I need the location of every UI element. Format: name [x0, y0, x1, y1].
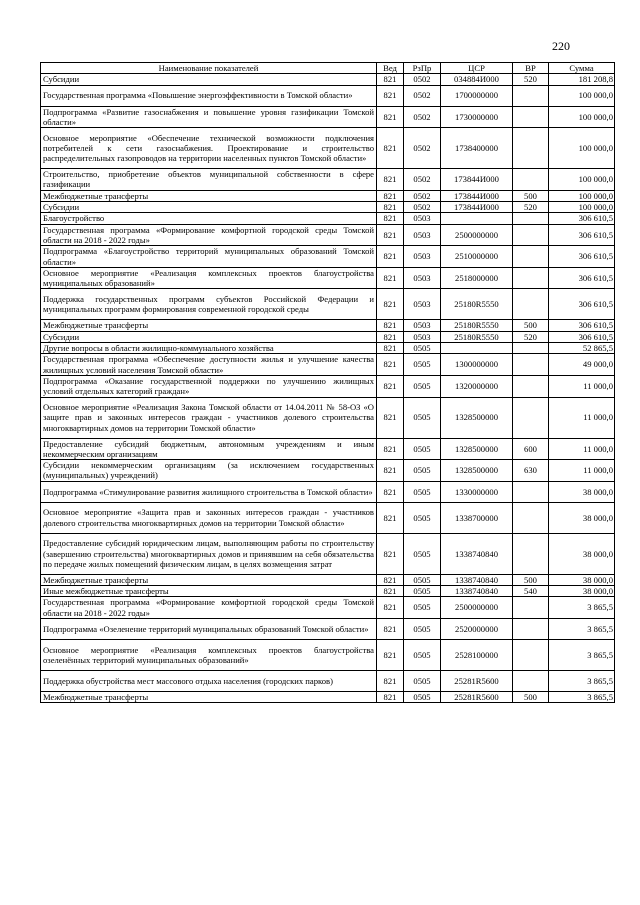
- row-ved: 821: [377, 670, 404, 691]
- row-sum: 100 000,0: [549, 169, 615, 191]
- row-ved: 821: [377, 320, 404, 331]
- row-vr: [513, 106, 549, 128]
- row-rzpr: 0503: [404, 246, 441, 268]
- table-row: [41, 670, 615, 691]
- row-sum: 306 610,5: [549, 320, 615, 331]
- row-sum: 11 000,0: [549, 397, 615, 438]
- table-row: [41, 533, 615, 574]
- table-row: [41, 224, 615, 246]
- row-vr: [513, 502, 549, 533]
- row-rzpr: 0503: [404, 213, 441, 224]
- row-csr: 25180R5550: [441, 289, 513, 320]
- row-name: Основное мероприятие «Реализация комплексных проектов благоустройства муниципальных образований»: [41, 267, 377, 289]
- row-sum: 38 000,0: [549, 586, 615, 597]
- table-row: [41, 460, 615, 482]
- row-csr: 1320000000: [441, 375, 513, 397]
- row-vr: 500: [513, 574, 549, 585]
- row-sum: 49 000,0: [549, 354, 615, 376]
- row-csr: 25180R5550: [441, 320, 513, 331]
- row-vr: [513, 267, 549, 289]
- row-rzpr: 0502: [404, 85, 441, 106]
- row-sum: 100 000,0: [549, 85, 615, 106]
- row-csr: 1338700000: [441, 502, 513, 533]
- row-rzpr: 0502: [404, 74, 441, 85]
- row-rzpr: 0505: [404, 375, 441, 397]
- table-row: [41, 246, 615, 268]
- table-row: [41, 502, 615, 533]
- row-csr: 25281R5600: [441, 670, 513, 691]
- row-csr: 173844И000: [441, 190, 513, 201]
- row-sum: 181 208,8: [549, 74, 615, 85]
- row-csr: 1700000000: [441, 85, 513, 106]
- row-csr: 1328500000: [441, 397, 513, 438]
- row-ved: 821: [377, 85, 404, 106]
- row-sum: 3 865,5: [549, 670, 615, 691]
- row-ved: 821: [377, 354, 404, 376]
- row-rzpr: 0505: [404, 670, 441, 691]
- row-csr: [441, 213, 513, 224]
- row-rzpr: 0505: [404, 502, 441, 533]
- row-rzpr: 0505: [404, 533, 441, 574]
- row-csr: 173844И000: [441, 169, 513, 191]
- table-row: [41, 438, 615, 460]
- row-rzpr: 0502: [404, 169, 441, 191]
- row-name: Основное мероприятие «Защита прав и законных интересов граждан - участников долевого строительства многоквартирных домов на территории Томской области»: [41, 502, 377, 533]
- table-row: [41, 106, 615, 128]
- table-row: [41, 289, 615, 320]
- row-ved: 821: [377, 502, 404, 533]
- row-sum: 100 000,0: [549, 106, 615, 128]
- row-csr: 1338740840: [441, 533, 513, 574]
- row-ved: 821: [377, 460, 404, 482]
- row-csr: 2510000000: [441, 246, 513, 268]
- table-row: [41, 375, 615, 397]
- row-name: Межбюджетные трансферты: [41, 190, 377, 201]
- row-csr: 2518000000: [441, 267, 513, 289]
- row-name: Государственная программа «Повышение энергоэффективности в Томской области»: [41, 85, 377, 106]
- row-ved: 821: [377, 202, 404, 213]
- row-rzpr: 0503: [404, 289, 441, 320]
- header-sum: Сумма: [549, 63, 615, 74]
- row-rzpr: 0502: [404, 190, 441, 201]
- table-row: [41, 128, 615, 169]
- table-row: [41, 74, 615, 85]
- row-csr: 25281R5600: [441, 691, 513, 702]
- row-ved: 821: [377, 438, 404, 460]
- row-vr: 520: [513, 74, 549, 85]
- row-name: Межбюджетные трансферты: [41, 320, 377, 331]
- row-name: Государственная программа «Формирование комфортной городской среды Томской области на 2018 - 2022 годы»: [41, 224, 377, 246]
- row-ved: 821: [377, 618, 404, 639]
- row-vr: 520: [513, 202, 549, 213]
- table-row: [41, 320, 615, 331]
- row-name: Субсидии: [41, 74, 377, 85]
- row-rzpr: 0505: [404, 481, 441, 502]
- row-sum: 38 000,0: [549, 481, 615, 502]
- row-name: Подпрограмма «Развитие газоснабжения и повышение уровня газификации Томской области»: [41, 106, 377, 128]
- row-ved: 821: [377, 331, 404, 342]
- page-number: 220: [552, 39, 570, 53]
- row-csr: 173844И000: [441, 202, 513, 213]
- row-vr: [513, 289, 549, 320]
- table-row: [41, 574, 615, 585]
- row-vr: [513, 618, 549, 639]
- row-ved: 821: [377, 106, 404, 128]
- row-csr: 2520000000: [441, 618, 513, 639]
- row-ved: 821: [377, 190, 404, 201]
- row-csr: 034884И000: [441, 74, 513, 85]
- table-row: [41, 85, 615, 106]
- row-sum: 306 610,5: [549, 267, 615, 289]
- row-ved: 821: [377, 691, 404, 702]
- table-row: [41, 267, 615, 289]
- header-name: Наименование показателей: [41, 63, 377, 74]
- row-vr: [513, 481, 549, 502]
- row-name: Межбюджетные трансферты: [41, 691, 377, 702]
- row-csr: 1330000000: [441, 481, 513, 502]
- row-name: Иные межбюджетные трансферты: [41, 586, 377, 597]
- row-rzpr: 0503: [404, 267, 441, 289]
- row-sum: 100 000,0: [549, 128, 615, 169]
- row-name: Подпрограмма «Озеленение территорий муниципальных образований Томской области»: [41, 618, 377, 639]
- row-csr: 2500000000: [441, 597, 513, 619]
- row-sum: 306 610,5: [549, 289, 615, 320]
- row-ved: 821: [377, 586, 404, 597]
- table-row: [41, 343, 615, 354]
- row-vr: [513, 639, 549, 670]
- row-vr: [513, 397, 549, 438]
- row-csr: 25180R5550: [441, 331, 513, 342]
- row-vr: [513, 375, 549, 397]
- row-name: Другие вопросы в области жилищно-коммунального хозяйства: [41, 343, 377, 354]
- row-vr: [513, 246, 549, 268]
- row-vr: [513, 224, 549, 246]
- row-rzpr: 0505: [404, 460, 441, 482]
- row-ved: 821: [377, 246, 404, 268]
- row-ved: 821: [377, 639, 404, 670]
- row-csr: 1338740840: [441, 586, 513, 597]
- row-sum: 306 610,5: [549, 224, 615, 246]
- row-vr: 630: [513, 460, 549, 482]
- row-csr: 1730000000: [441, 106, 513, 128]
- row-rzpr: 0502: [404, 128, 441, 169]
- row-vr: [513, 169, 549, 191]
- row-csr: 1328500000: [441, 460, 513, 482]
- row-sum: 100 000,0: [549, 202, 615, 213]
- row-ved: 821: [377, 289, 404, 320]
- header-row: [41, 63, 615, 74]
- row-csr: [441, 343, 513, 354]
- row-ved: 821: [377, 597, 404, 619]
- table-row: [41, 202, 615, 213]
- table-row: [41, 586, 615, 597]
- row-name: Основное мероприятие «Реализация Закона Томской области от 14.04.2011 № 58-ОЗ «О защите прав и законных интересов граждан - участников долевого строительства многоквартирных домов на территории Томской области»: [41, 397, 377, 438]
- row-vr: 500: [513, 691, 549, 702]
- row-sum: 306 610,5: [549, 213, 615, 224]
- header-rzpr: РзПр: [404, 63, 441, 74]
- row-sum: 3 865,5: [549, 597, 615, 619]
- row-csr: 2500000000: [441, 224, 513, 246]
- row-name: Подпрограмма «Благоустройство территорий муниципальных образований Томской области»: [41, 246, 377, 268]
- row-rzpr: 0505: [404, 397, 441, 438]
- row-vr: [513, 533, 549, 574]
- row-csr: 1300000000: [441, 354, 513, 376]
- row-vr: 500: [513, 320, 549, 331]
- row-name: Предоставление субсидий бюджетным, автономным учреждениям и иным некоммерческим организациям: [41, 438, 377, 460]
- row-rzpr: 0505: [404, 597, 441, 619]
- row-name: Поддержка государственных программ субъектов Российской Федерации и муниципальных программ формирования современной городской среды: [41, 289, 377, 320]
- row-name: Субсидии некоммерческим организациям (за исключением государственных (муниципальных) учреждений): [41, 460, 377, 482]
- row-vr: [513, 85, 549, 106]
- row-vr: 540: [513, 586, 549, 597]
- row-rzpr: 0505: [404, 574, 441, 585]
- row-rzpr: 0505: [404, 639, 441, 670]
- row-name: Подпрограмма «Оказание государственной поддержки по улучшению жилищных условий отдельных категорий граждан»: [41, 375, 377, 397]
- row-sum: 38 000,0: [549, 502, 615, 533]
- row-rzpr: 0503: [404, 224, 441, 246]
- row-name: Благоустройство: [41, 213, 377, 224]
- table-row: [41, 213, 615, 224]
- row-name: Основное мероприятие «Реализация комплексных проектов благоустройства озеленённых территорий муниципальных образований»: [41, 639, 377, 670]
- row-csr: 1338740840: [441, 574, 513, 585]
- row-ved: 821: [377, 267, 404, 289]
- table-row: [41, 169, 615, 191]
- row-ved: 821: [377, 574, 404, 585]
- row-sum: 52 865,5: [549, 343, 615, 354]
- row-rzpr: 0503: [404, 320, 441, 331]
- row-vr: [513, 213, 549, 224]
- row-ved: 821: [377, 224, 404, 246]
- row-sum: 306 610,5: [549, 331, 615, 342]
- table-row: [41, 331, 615, 342]
- row-ved: 821: [377, 481, 404, 502]
- row-vr: [513, 128, 549, 169]
- row-name: Субсидии: [41, 202, 377, 213]
- row-rzpr: 0505: [404, 354, 441, 376]
- table-row: [41, 691, 615, 702]
- row-vr: [513, 354, 549, 376]
- row-sum: 38 000,0: [549, 533, 615, 574]
- table-body: [41, 74, 615, 703]
- row-ved: 821: [377, 213, 404, 224]
- row-rzpr: 0505: [404, 586, 441, 597]
- row-name: Межбюджетные трансферты: [41, 574, 377, 585]
- row-name: Строительство, приобретение объектов муниципальной собственности в сфере газификации: [41, 169, 377, 191]
- row-vr: 500: [513, 190, 549, 201]
- row-name: Субсидии: [41, 331, 377, 342]
- row-name: Поддержка обустройства мест массового отдыха населения (городских парков): [41, 670, 377, 691]
- row-name: Основное мероприятие «Обеспечение технической возможности подключения потребителей к сети газоснабжения. Проектирование и строительство распределительных газопроводов на территории населенных пунктов Томской области»: [41, 128, 377, 169]
- row-rzpr: 0505: [404, 438, 441, 460]
- row-sum: 11 000,0: [549, 460, 615, 482]
- row-vr: [513, 597, 549, 619]
- row-rzpr: 0502: [404, 202, 441, 213]
- row-rzpr: 0505: [404, 691, 441, 702]
- header-vr: ВР: [513, 63, 549, 74]
- header-ved: Вед: [377, 63, 404, 74]
- row-ved: 821: [377, 375, 404, 397]
- row-rzpr: 0502: [404, 106, 441, 128]
- row-name: Подпрограмма «Стимулирование развития жилищного строительства в Томской области»: [41, 481, 377, 502]
- row-ved: 821: [377, 128, 404, 169]
- table-row: [41, 354, 615, 376]
- table-row: [41, 597, 615, 619]
- row-sum: 100 000,0: [549, 190, 615, 201]
- row-vr: [513, 670, 549, 691]
- row-ved: 821: [377, 169, 404, 191]
- row-vr: 520: [513, 331, 549, 342]
- table-row: [41, 190, 615, 201]
- row-sum: 3 865,5: [549, 618, 615, 639]
- row-vr: 600: [513, 438, 549, 460]
- row-sum: 11 000,0: [549, 375, 615, 397]
- row-csr: 2528100000: [441, 639, 513, 670]
- row-sum: 3 865,5: [549, 691, 615, 702]
- row-sum: 306 610,5: [549, 246, 615, 268]
- row-sum: 38 000,0: [549, 574, 615, 585]
- row-vr: [513, 343, 549, 354]
- header-csr: ЦСР: [441, 63, 513, 74]
- row-rzpr: 0503: [404, 331, 441, 342]
- table-row: [41, 618, 615, 639]
- table-row: [41, 481, 615, 502]
- row-ved: 821: [377, 397, 404, 438]
- row-rzpr: 0505: [404, 343, 441, 354]
- row-rzpr: 0505: [404, 618, 441, 639]
- row-name: Государственная программа «Обеспечение доступности жилья и улучшение качества жилищных условий населения Томской области»: [41, 354, 377, 376]
- row-name: Государственная программа «Формирование комфортной городской среды Томской области на 2018 - 2022 годы»: [41, 597, 377, 619]
- row-ved: 821: [377, 74, 404, 85]
- row-csr: 1328500000: [441, 438, 513, 460]
- row-name: Предоставление субсидий юридическим лицам, выполняющим работы по строительству (завершению строительства) многоквартирных домов и принявшим на себя обязательства по передаче жилых помещений физическим лицам, в целях возмещения затрат: [41, 533, 377, 574]
- row-sum: 3 865,5: [549, 639, 615, 670]
- table-row: [41, 397, 615, 438]
- budget-table: [40, 62, 615, 703]
- table-row: [41, 639, 615, 670]
- row-csr: 1738400000: [441, 128, 513, 169]
- row-sum: 11 000,0: [549, 438, 615, 460]
- row-ved: 821: [377, 533, 404, 574]
- row-ved: 821: [377, 343, 404, 354]
